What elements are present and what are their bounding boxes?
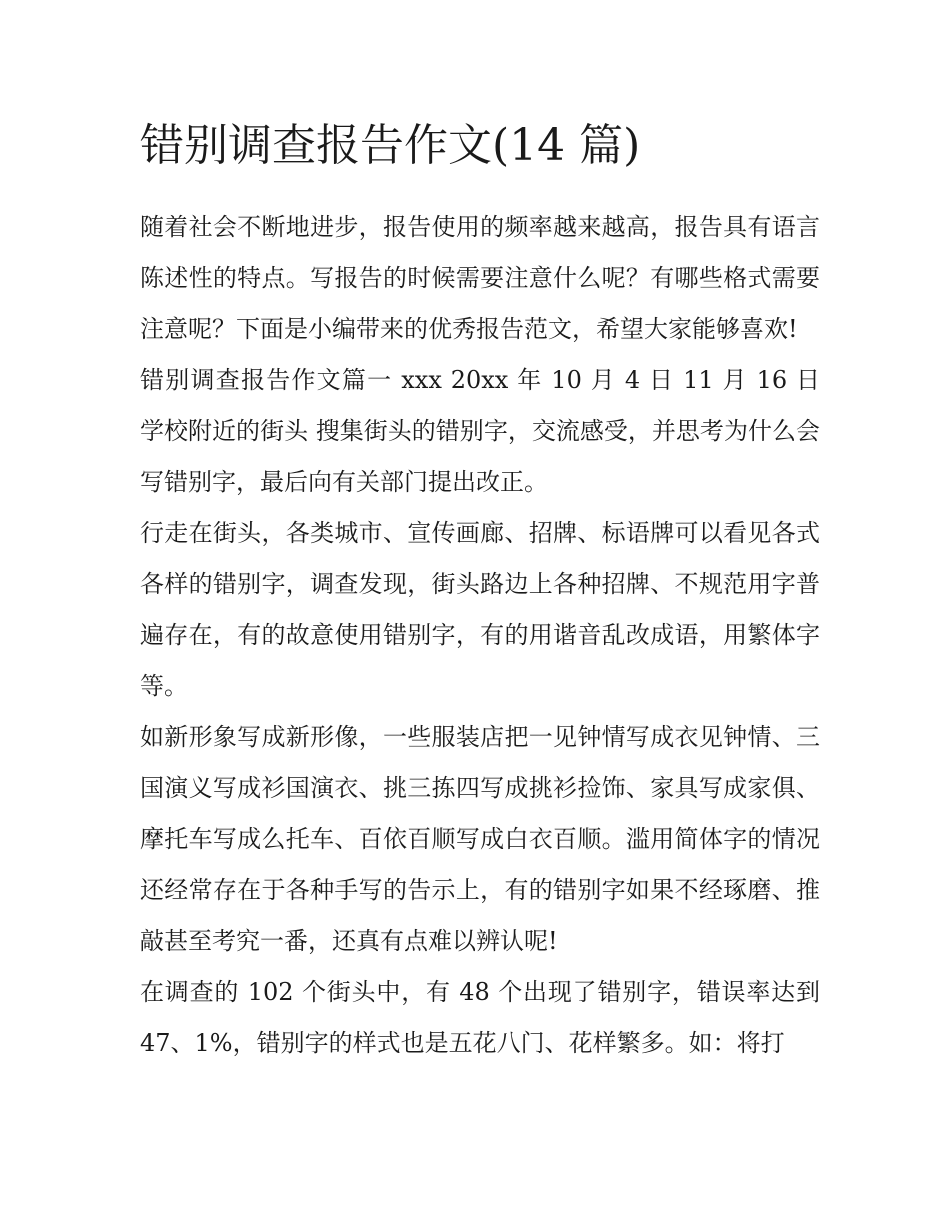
document-title: 错别调查报告作文(14 篇)	[140, 120, 641, 171]
paragraph-intro: 随着社会不断地进步，报告使用的频率越来越高，报告具有语言陈述性的特点。写报告的时候需要注意什么呢？有哪些格式需要注意呢？下面是小编带来的优秀报告范文，希望大家能够喜欢!	[140, 213, 820, 343]
paragraph-street-observation: 行走在街头，各类城市、宣传画廊、招牌、标语牌可以看见各式各样的错别字，调查发现，街头路边上各种招牌、不规范用字普遍存在，有的故意使用错别字，有的用谐音乱改成语，用繁体字等。	[140, 519, 820, 700]
paragraph-survey-info: 错别调查报告作文篇一 xxx 20xx 年 10 月 4 日 11 月 16 日 学校附近的街头 搜集街头的错别字，交流感受，并思考为什么会写错别字，最后向有关部门提出改正。	[140, 366, 820, 496]
document-body	[140, 110, 820, 1069]
paragraph-examples: 如新形象写成新形像，一些服装店把一见钟情写成衣见钟情、三国演义写成衫国演衣、挑三拣四写成挑衫捡饰、家具写成家俱、摩托车写成么托车、百依百顺写成白衣百顺。滥用简体字的情况还经常存在于各种手写的告示上，有的错别字如果不经琢磨、推敲甚至考究一番，还真有点难以辨认呢!	[140, 723, 820, 955]
paragraph-statistics: 在调查的 102 个街头中，有 48 个出现了错别字，错误率达到 47、1%，错别字的样式也是五花八门、花样繁多。如：将打	[140, 978, 820, 1057]
